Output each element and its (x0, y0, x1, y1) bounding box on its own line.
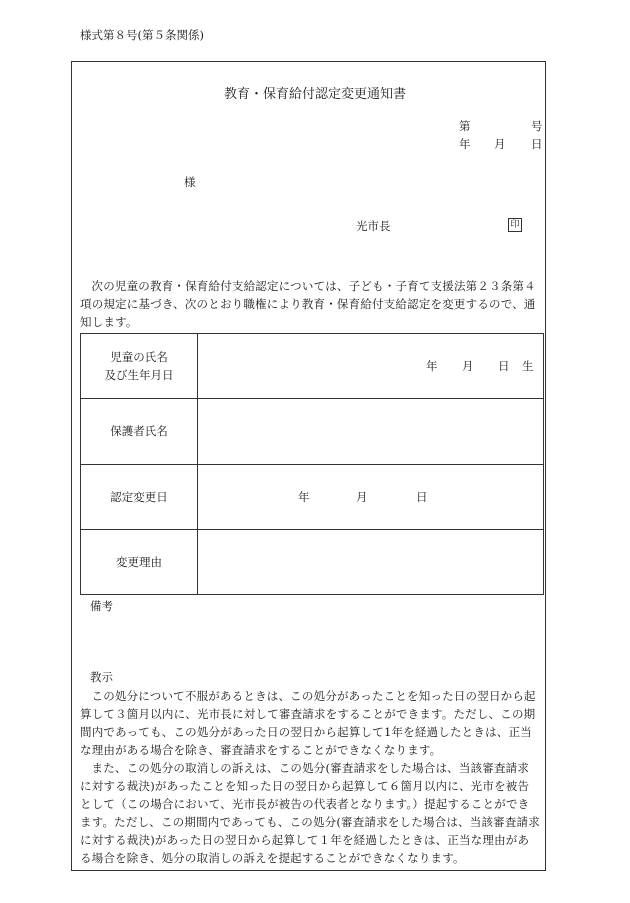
form-number-label: 様式第８号(第５条関係) (80, 28, 204, 42)
number-go: 号 (531, 119, 543, 133)
seal-mark: 印 (508, 218, 522, 232)
date-day: 日 (531, 137, 543, 151)
table-row-change-date (81, 464, 544, 529)
date-year: 年 (459, 137, 471, 151)
change-reason-value-cell (198, 529, 544, 594)
change-year: 年 (298, 489, 310, 504)
guardian-value-cell (198, 399, 544, 464)
child-name-label (81, 334, 198, 399)
change-date-value-cell (198, 464, 544, 529)
change-month: 月 (356, 489, 368, 504)
guardian-name-label: 保護者氏名 (81, 399, 198, 464)
table-row-guardian (81, 399, 544, 464)
birth-day: 日 (498, 359, 510, 374)
notification-body: 次の児童の教育・保育給付支給認定については、子ども・子育て支援法第２３条第４項の規定に基づき、次のとおり職権により教育・保育給付支給認定を変更するので、通知します。 (80, 279, 536, 329)
child-label-line2: 及び生年月日 (104, 368, 174, 383)
date-month: 月 (494, 137, 506, 151)
birth-sei: 生 (522, 359, 534, 374)
number-dai: 第 (459, 119, 471, 133)
info-table (80, 333, 544, 595)
issuer-name: 光市長 (356, 219, 391, 233)
change-reason-label: 変更理由 (81, 529, 198, 594)
child-value-cell (198, 334, 544, 399)
birth-month: 月 (462, 359, 474, 374)
birth-year: 年 (426, 359, 438, 374)
remarks-label: 備考 (90, 599, 113, 613)
notice-text (80, 687, 540, 867)
notice-label: 教示 (90, 670, 113, 684)
change-date-label: 認定変更日 (81, 464, 198, 529)
addressee-suffix: 様 (184, 175, 196, 189)
document-title: 教育・保育給付認定変更通知書 (223, 87, 406, 102)
child-label-line1: 児童の氏名 (110, 350, 168, 365)
table-row-reason (81, 529, 544, 594)
change-day: 日 (416, 489, 428, 504)
notice-paragraph-1: この処分について不服があるときは、この処分があったことを知った日の翌日から起算して３箇月以内に、光市長に対して審査請求をすることができます。ただし、この期間内であっても、この処分があった日の翌日から起算して1年を経過したときは、正当な理由がある場合を除き、審査請求をすることができなくなります。 (80, 689, 536, 757)
table-row-child (81, 334, 544, 399)
notice-paragraph-2: また、この処分の取消しの訴えは、この処分(審査請求をした場合は、当該審査請求に対する裁決)があったことを知った日の翌日から起算して６箇月以内に、光市を被告として（この場合において、光市長が被告の代表者となります。）提起することができます。ただし、この期間内であっても、この処分(審査請求をした場合は、当該審査請求に対する裁決)があった日の翌日から起算して１年を経過したときは、正当な理由がある場合を除き、処分の取消しの訴えを提起することができなくなります。 (80, 761, 540, 865)
